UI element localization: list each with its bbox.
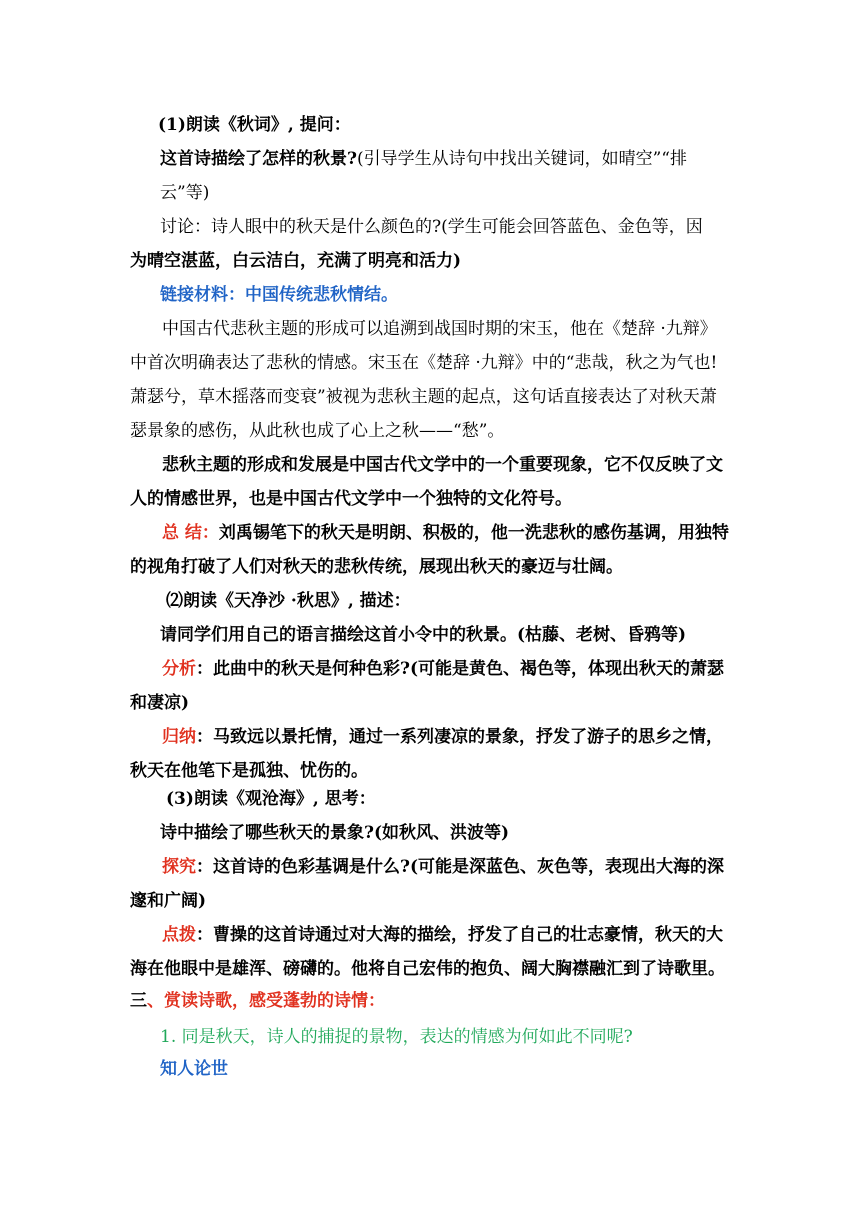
section-3-heading xyxy=(130,984,730,1018)
know-the-person: 知人论世 xyxy=(160,1059,228,1079)
analysis-text: ：此曲中的秋天是何种色彩?(可能是黄色、褐色等，体现出秋天的萧瑟和凄凉) xyxy=(130,659,725,713)
explore-label: 探究 xyxy=(162,857,196,877)
question-1-bold: 这首诗描绘了怎样的秋景? xyxy=(160,149,357,169)
question-1-note: (引导学生从诗句中找出关键词，如晴空”“排云”等) xyxy=(160,149,687,203)
question-1 xyxy=(160,142,728,210)
think-prompt: 诗中描绘了哪些秋天的景象?(如秋风、洪波等) xyxy=(160,823,510,843)
discussion-line2: 为晴空湛蓝，白云洁白，充满了明亮和活力) xyxy=(130,251,462,271)
summary-paragraph xyxy=(130,516,730,584)
induction-text: ：马致远以景托情，通过一系列凄凉的景象，抒发了游子的思乡之情，秋天在他笔下是孤独、忧伤的。 xyxy=(130,727,723,781)
reading-2-heading: ⑵朗读《天净沙 ·秋思》, 描述： xyxy=(166,591,411,611)
induction-label: 归纳 xyxy=(162,727,196,747)
summary-text: 刘禹锡笔下的秋天是明朗、积极的，他一洗悲秋的感伤基调，用独特的视角打破了人们对秋天的悲秋传统，展现出秋天的豪迈与壮阔。 xyxy=(130,523,729,577)
reading-3-heading: (3)朗读《观沧海》, 思考： xyxy=(166,789,376,809)
song-yu-paragraph: 中国古代悲秋主题的形成可以追溯到战国时期的宋玉，他在《楚辞 ·九辩》中首次明确表达了悲秋的情感。宋玉在《楚辞 ·九辩》中的“悲哉，秋之为气也!萧瑟兮，草木摇落而变衰”被视为悲秋主题的起点，这句话直接表达了对秋天萧瑟景象的感伤，从此秋也成了心上之秋——“愁”。 xyxy=(130,319,718,441)
guidance-text: ：曹操的这首诗通过对大海的描绘，抒发了自己的壮志豪情，秋天的大海在他眼中是雄浑、磅礴的。他将自己宏伟的抱负、阔大胸襟融汇到了诗歌里。 xyxy=(130,925,725,979)
guidance-paragraph xyxy=(130,918,730,986)
question-different-autumn: 1. 同是秋天，诗人的捕捉的景物，表达的情感为何如此不同呢? xyxy=(160,1027,633,1047)
analysis-label: 分析 xyxy=(162,659,196,679)
reading-1-heading: (1)朗读《秋词》, 提问： xyxy=(158,115,351,135)
describe-prompt: 请同学们用自己的语言描绘这首小令中的秋景。(枯藤、老树、昏鸦等) xyxy=(160,625,687,645)
section-3-title: 、赏读诗歌，感受蓬勃的诗情： xyxy=(147,991,385,1011)
theme-paragraph: 悲秋主题的形成和发展是中国古代文学中的一个重要现象，它不仅反映了文人的情感世界，也是中国古代文学中一个独特的文化符号。 xyxy=(130,455,723,509)
linked-material: 链接材料：中国传统悲秋情结。 xyxy=(160,285,398,305)
discussion-line1: 讨论：诗人眼中的秋天是什么颜色的?(学生可能会回答蓝色、金色等，因 xyxy=(160,217,703,237)
explore-paragraph xyxy=(130,850,730,918)
section-3-number: 三 xyxy=(130,991,147,1011)
explore-text: ：这首诗的色彩基调是什么?(可能是深蓝色、灰色等，表现出大海的深邃和广阔) xyxy=(130,857,725,911)
analysis-paragraph xyxy=(130,652,730,720)
induction-paragraph xyxy=(130,720,730,788)
summary-label: 总 结： xyxy=(162,523,219,543)
guidance-label: 点拨 xyxy=(162,925,196,945)
